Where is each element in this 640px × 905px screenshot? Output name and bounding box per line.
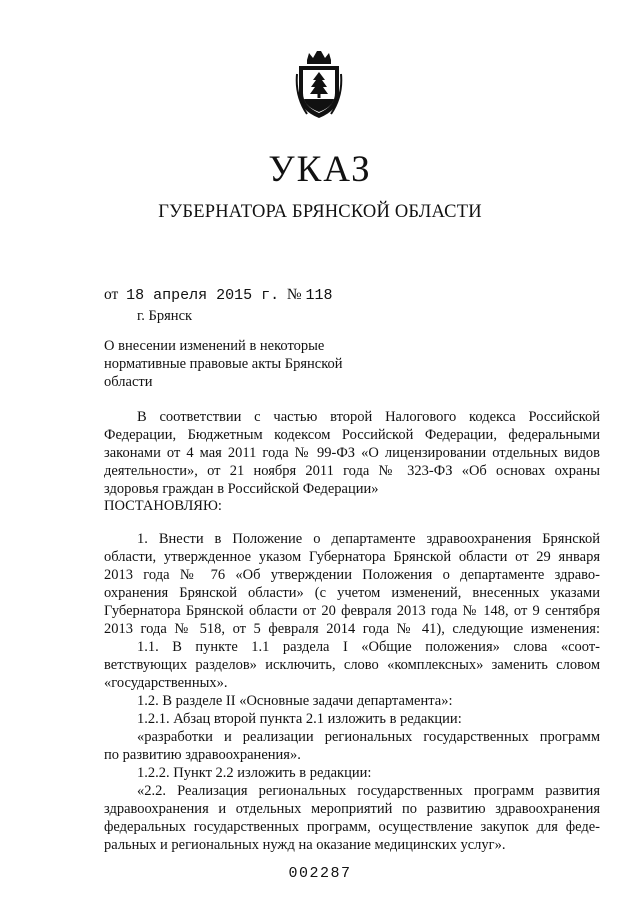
body-line: ветствующих разделов» исключить, слово «комплексных» заменить словом	[104, 657, 600, 673]
body-line: Губернатора Брянской области от 20 февраля 2013 года № 148, от 9 сентября	[104, 603, 600, 619]
subject-line: области	[104, 374, 153, 390]
preamble-line: деятельности», от 21 ноября 2011 года № 323-ФЗ «Об основах охраны	[104, 463, 600, 479]
coat-of-arms-icon	[295, 50, 343, 120]
subject-line: нормативные правовые акты Брянской	[104, 356, 343, 372]
body-line: ральных и региональных нужд на оказание медицинских услуг».	[104, 837, 506, 853]
number-prefix: №	[286, 286, 302, 303]
body-line: «государственных».	[104, 675, 228, 691]
body-line: 1.2.1. Абзац второй пункта 2.1 изложить в редакции:	[137, 711, 462, 727]
preamble-line: В соответствии с частью второй Налогового кодекса Российской	[137, 409, 600, 425]
document-subtitle: ГУБЕРНАТОРА БРЯНСКОЙ ОБЛАСТИ	[158, 202, 482, 222]
body-line: 1.2.2. Пункт 2.2 изложить в редакции:	[137, 765, 372, 781]
body-line: 2013 года № 76 «Об утверждении Положения о департаменте здраво-	[104, 567, 600, 583]
decree-word: ПОСТАНОВЛЯЮ:	[104, 498, 222, 514]
preamble-line: законами от 4 мая 2011 года № 99-ФЗ «О лицензировании отдельных видов	[104, 445, 600, 461]
body-line: по развитию здравоохранения».	[104, 747, 301, 763]
body-line: 2013 года № 518, от 5 февраля 2014 года № 41), следующие изменения:	[104, 621, 600, 637]
date-value: 18 апреля 2015 г.	[126, 287, 280, 304]
date-number-line	[104, 285, 333, 306]
body-line: 1.2. В разделе II «Основные задачи департамента»:	[137, 693, 453, 709]
body-line: 1. Внести в Положение о департаменте здравоохранения Брянской	[137, 531, 600, 547]
preamble-line: Федерации, Бюджетным кодексом Российской Федерации, федеральными	[104, 427, 600, 443]
preamble-line: здоровья граждан в Российской Федерации»	[104, 481, 379, 497]
body-line: федеральных государственных программ, осуществление закупок для феде-	[104, 819, 600, 835]
body-line: охранения Брянской области» (с учетом изменений, внесенных указами	[104, 585, 600, 601]
page-serial-number: 002287	[288, 865, 352, 882]
city: г. Брянск	[137, 308, 193, 324]
subject-line: О внесении изменений в некоторые	[104, 338, 325, 354]
body-line: «2.2. Реализация региональных государственных программ развития	[137, 783, 600, 799]
number-value: 118	[305, 287, 333, 304]
body-line: области, утвержденное указом Губернатора Брянской области от 29 января	[104, 549, 600, 565]
body-line: «разработки и реализации региональных государственных программ	[137, 729, 600, 745]
document-title: УКАЗ	[268, 149, 372, 190]
body-line: здравоохранения и отдельных мероприятий по развитию здравоохранения	[104, 801, 600, 817]
body-line: 1.1. В пункте 1.1 раздела I «Общие положения» слова «соот-	[137, 639, 600, 655]
date-prefix: от	[104, 286, 119, 303]
